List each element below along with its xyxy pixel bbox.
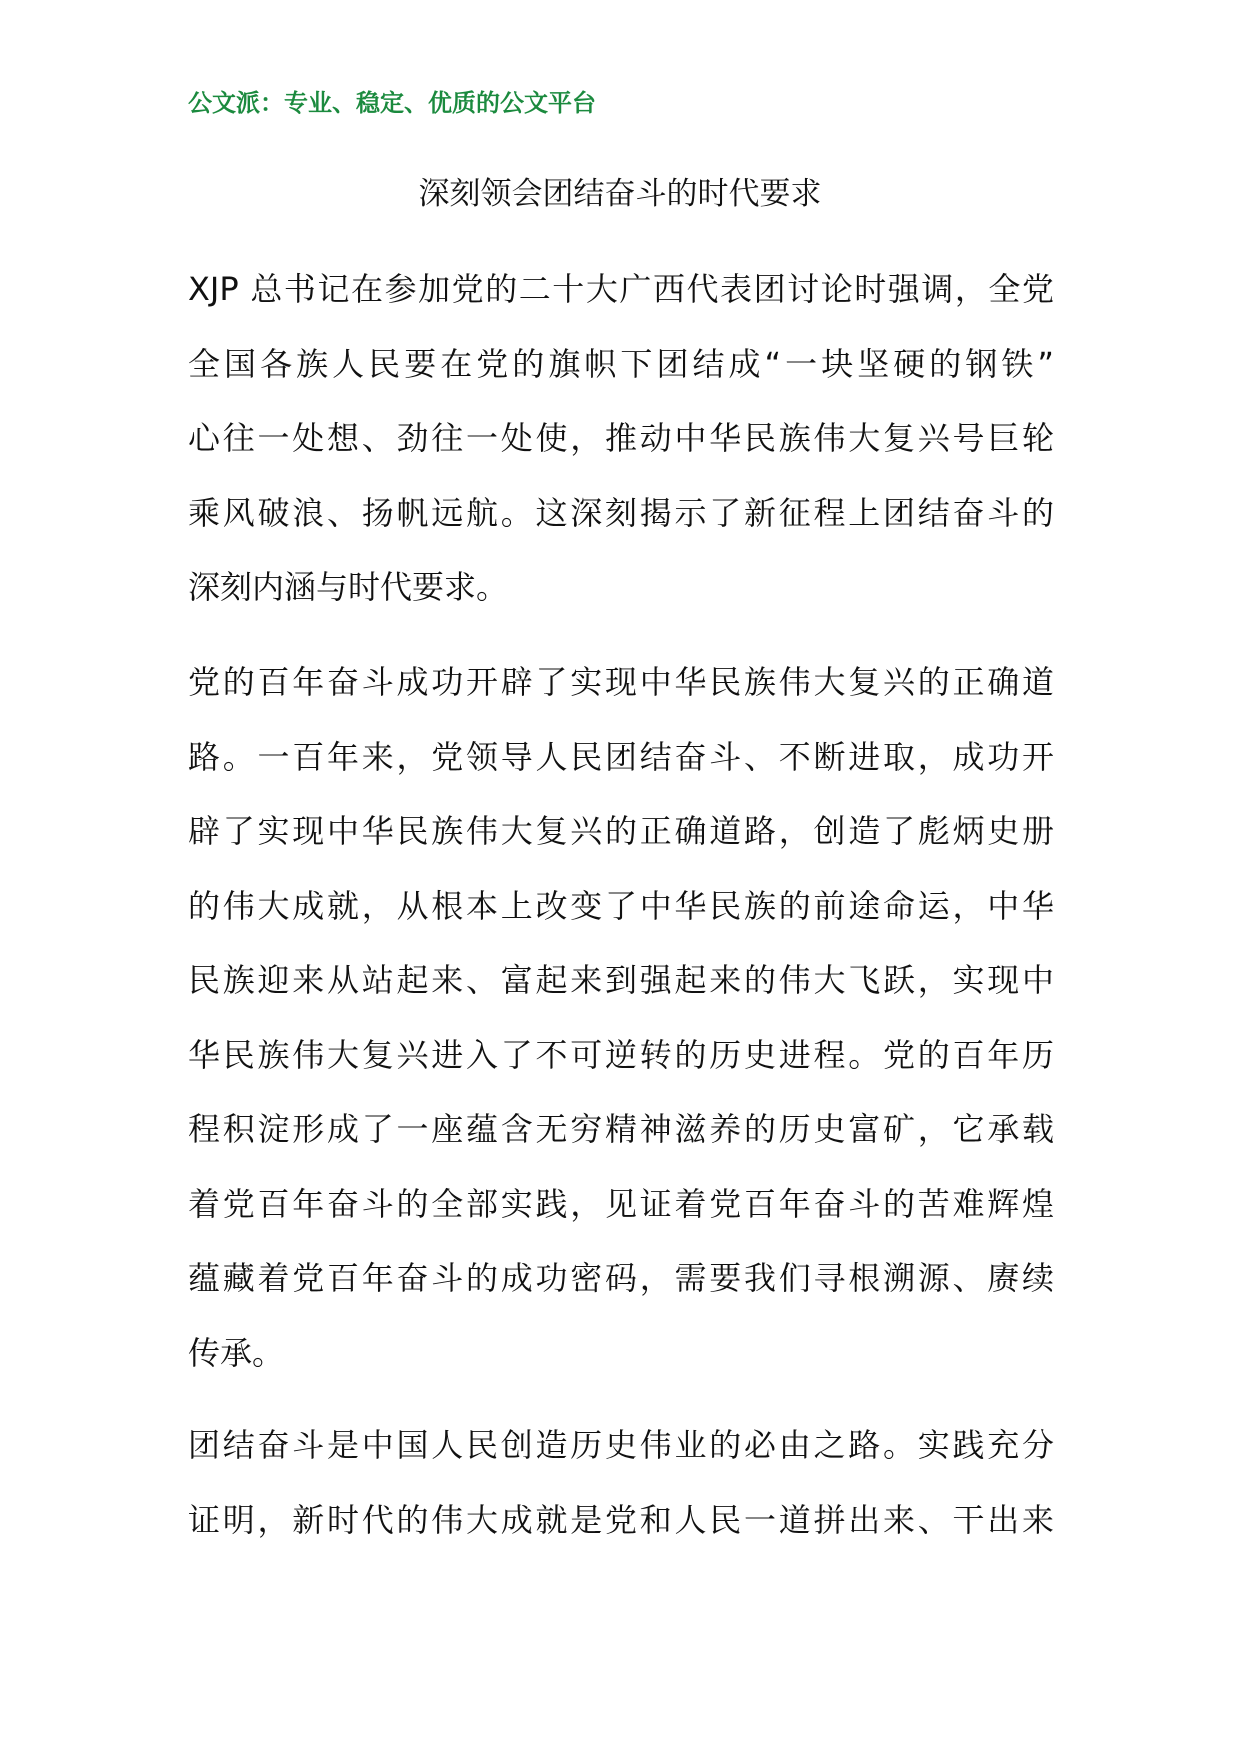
paragraph-line: 乘风破浪、扬帆远航。这深刻揭示了新征程上团结奋斗的 xyxy=(188,493,1054,532)
paragraph-line: 传承。 xyxy=(188,1333,285,1372)
paragraph-line: 辟了实现中华民族伟大复兴的正确道路，创造了彪炳史册 xyxy=(188,812,1054,850)
document-title: 深刻领会团结奋斗的时代要求 xyxy=(418,176,822,212)
paragraph-line: 证明，新时代的伟大成就是党和人民一道拼出来、干出来 xyxy=(188,1500,1054,1539)
paragraph-line: 的伟大成就，从根本上改变了中华民族的前途命运，中华 xyxy=(188,886,1054,925)
paragraph-line: 蕴藏着党百年奋斗的成功密码，需要我们寻根溯源、赓续 xyxy=(188,1259,1054,1297)
paragraph-line: 华民族伟大复兴进入了不可逆转的历史进程。党的百年历 xyxy=(188,1035,1054,1074)
paragraph-line: XJP 总书记在参加党的二十大广西代表团讨论时强调，全党 xyxy=(188,270,1054,308)
paragraph-line: 团结奋斗是中国人民创造历史伟业的必由之路。实践充分 xyxy=(188,1426,1054,1464)
paragraph-line: 着党百年奋斗的全部实践，见证着党百年奋斗的苦难辉煌 xyxy=(188,1184,1054,1223)
header-banner: 公文派：专业、稳定、优质的公文平台 xyxy=(188,89,596,117)
paragraph-3 xyxy=(188,1408,1054,1557)
paragraph-line: 深刻内涵与时代要求。 xyxy=(188,568,509,606)
paragraph-line: 民族迎来从站起来、富起来到强起来的伟大飞跃，实现中 xyxy=(188,961,1054,999)
paragraph-1 xyxy=(188,252,1054,625)
paragraph-2 xyxy=(188,645,1054,1390)
paragraph-line: 党的百年奋斗成功开辟了实现中华民族伟大复兴的正确道 xyxy=(188,663,1054,701)
paragraph-line: 全国各族人民要在党的旗帜下团结成“一块坚硬的钢铁” xyxy=(188,344,1054,383)
paragraph-line: 路。一百年来，党领导人民团结奋斗、不断进取，成功开 xyxy=(188,737,1054,776)
paragraph-line: 心往一处想、劲往一处使，推动中华民族伟大复兴号巨轮 xyxy=(188,419,1054,457)
paragraph-line: 程积淀形成了一座蕴含无穷精神滋养的历史富矿，它承载 xyxy=(188,1110,1054,1148)
